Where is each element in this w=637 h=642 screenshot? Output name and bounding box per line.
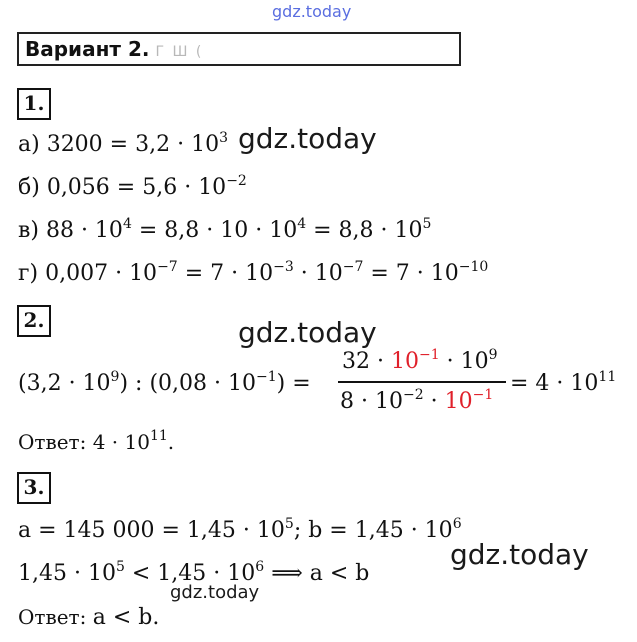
task-3-number: 3. [17, 472, 51, 504]
task-2-lhs: $(3,2 \cdot 10^9)$ : $(0,08 \cdot 10^{-1})$ = [18, 369, 311, 396]
task-1-line-a: а) $3200 = 3,2 \cdot 10^3$ [18, 130, 228, 157]
task-3-line-1: a = 145 $000 = 1,45 \cdot 10^5$; $b = 1,45 \cdot 10^6$ [18, 516, 462, 543]
task-3-answer: Ответ: a < b. [18, 605, 160, 630]
task-2-number: 2. [17, 305, 51, 337]
fraction-bar [338, 381, 506, 383]
fraction-denominator: $8 \cdot 10^{-2} \cdot 10^{-1}$ [340, 387, 494, 414]
variant-header [17, 32, 461, 66]
watermark-top: gdz.today [272, 2, 352, 21]
watermark: gdz.today [170, 582, 260, 603]
task-1-line-v: в) $88 \cdot 10^4 = 8,8 \cdot 10 \cdot 10^4 = 8,8 \cdot 10^5$ [18, 216, 432, 243]
task-1-number: 1. [17, 88, 51, 120]
watermark: gdz.today [450, 538, 589, 571]
task-2-rhs: = $4 \cdot 10^{11}$ [510, 369, 617, 396]
task-2-fraction [338, 348, 506, 418]
task-1-line-b: б) $0,056 = 5,6 \cdot 10^{-2}$ [18, 173, 247, 200]
fraction-numerator: $32 \cdot 10^{-1} \cdot 10^9$ [342, 347, 498, 374]
variant-subtitle-faded: Г Ш ( [155, 44, 204, 60]
variant-title: Вариант 2. [25, 37, 150, 61]
task-1-line-g: г) $0,007 \cdot 10^{-7} = 7 \cdot 10^{-3} \cdot 10^{-7} = 7 \cdot 10^{-10}$ [18, 259, 489, 286]
task-2-answer: Ответ: $4 \cdot 10^{11}$. [18, 428, 175, 454]
task-3-line-2: $1,45 \cdot 10^5 < 1,45 \cdot 10^6$ ⟹ a < b [18, 559, 370, 586]
watermark: gdz.today [238, 316, 377, 349]
watermark: gdz.today [238, 122, 377, 155]
